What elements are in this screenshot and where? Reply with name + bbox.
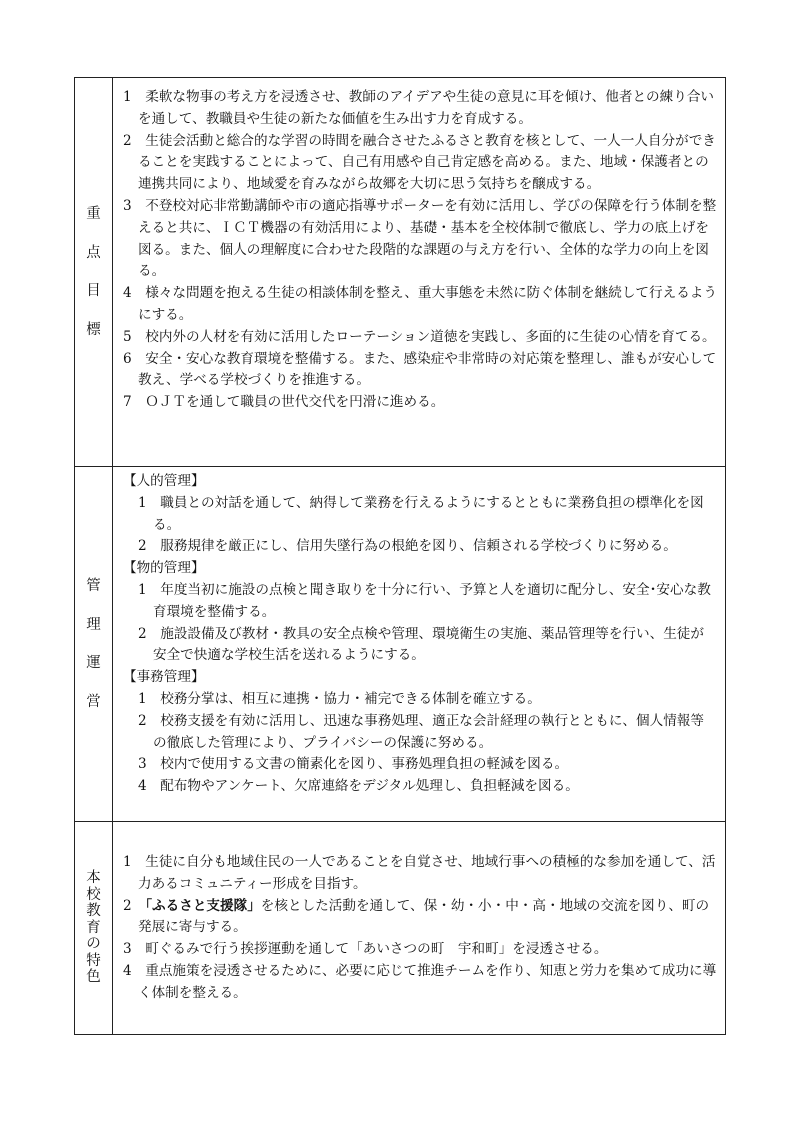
heading-char: 理 (86, 616, 101, 633)
heading-char: の (86, 936, 101, 953)
item-number: 2 (123, 897, 146, 914)
physical-management-item: 1 年度当初に施設の点検と聞き取りを十分に行い、予算と人を適切に配分し、安全･安心な教育環境を整備する。 (138, 581, 711, 620)
priority-goals-body (113, 78, 725, 466)
school-features-row (75, 821, 725, 1034)
heading-char: 管 (86, 578, 101, 594)
school-feature-item (123, 896, 717, 940)
human-management-item: 1 職員との対話を通して、納得して業務を行えるようにするとともに業務負担の標準化を図る。 (138, 494, 704, 533)
priority-goal-item: 5 校内外の人材を有効に活用したローテーション道徳を実践し、多面的に生徒の心情を育てる。 (123, 328, 716, 345)
physical-management-item: 2 施設設備及び教材・教具の安全点検や管理、環境衛生の実施、薬品管理等を行い、生徒が安全で快適な学校生活を送れるようにする。 (138, 625, 704, 664)
office-management-item: 4 配布物やアンケート、欠席連絡をデジタル処理し、負担軽減を図る。 (138, 778, 579, 795)
item-text: を核とした活動を通して、保・幼・小・中・高・地域の交流を図り、町の発展に寄与する。 (138, 897, 710, 936)
heading-char: 特 (86, 952, 101, 969)
priority-goal-item: 4 様々な問題を抱える生徒の相談体制を整え、重大事態を未然に防ぐ体制を継続して行えるようにする。 (123, 285, 717, 323)
priority-goal-item: 2 生徒会活動と総合的な学習の時間を融合させたふるさと教育を核として、一人一人自分ができることを実践することによって、自己有用感や自己肯定感を高める。また、地域・保護者との連携共同により、地域愛を育みながら故郷を大切に思う気持ちを醸成する。 (123, 132, 716, 193)
heading-char: 重 (86, 206, 101, 222)
heading-char: 点 (86, 244, 101, 261)
heading-char: 校 (86, 886, 101, 903)
priority-goal-item: 1 柔軟な物事の考え方を浸透させ、教師のアイデアや生徒の意見に耳を傾け、他者との練り合いを通して、教職員や生徒の新たな価値を生み出す力を育成する。 (123, 89, 715, 127)
school-feature-item: 3 町ぐるみで行う挨拶運動を通して「あいさつの町 宇和町」を浸透させる。 (123, 941, 608, 958)
school-feature-item: 1 生徒に自分も地域住民の一人であることを自覚させ、地域行事への積極的な参加を通して、活力あるコミュニティー形成を目指す。 (123, 854, 716, 892)
heading-char: 営 (86, 693, 101, 710)
office-management-item: 3 校内で使用する文書の簡素化を図り、事務処理負担の軽減を図る。 (138, 756, 569, 773)
plan-table (74, 77, 726, 1035)
office-management-title: 【事務管理】 (123, 669, 205, 686)
office-management-item: 2 校務支援を有効に活用し、迅速な事務処理、適正な会計経理の執行とともに、個人情報等の徹底した管理により、プライバシーの保護に努める。 (138, 712, 704, 751)
priority-goals-heading (75, 78, 113, 466)
heading-char: 標 (86, 321, 101, 338)
heading-char: 教 (86, 903, 101, 920)
human-management-item: 2 服務規律を厳正にし、信用失墜行為の根絶を図り、信頼される学校づくりに努める。 (138, 538, 677, 555)
priority-goal-item: 7 ＯＪＴを通して職員の世代交代を円滑に進める。 (123, 394, 445, 411)
management-body (113, 467, 725, 821)
school-feature-item: 4 重点施策を浸透させるために、必要に応じて推進チームを作り、知恵と労力を集めて成功に導く体制を整える。 (123, 962, 717, 1001)
priority-goal-item: 6 安全・安心な教育環境を整備する。また、感染症や非常時の対応策を整理し、誰もが安心して教え、学べる学校づくりを推進する。 (123, 350, 717, 389)
school-features-body (113, 822, 725, 1034)
management-heading (75, 467, 113, 821)
priority-goals-row (75, 78, 725, 466)
heading-char: 色 (86, 969, 101, 986)
furusato-support-team-emphasis: 「ふるさと支援隊」 (145, 897, 261, 914)
heading-char: 目 (86, 283, 101, 299)
school-features-heading (75, 822, 113, 1034)
management-row (75, 466, 725, 821)
office-management-item: 1 校務分掌は、相互に連携・協力・補完できる体制を確立する。 (138, 690, 541, 707)
priority-goal-item: 3 不登校対応非常勤講師や市の適応指導サポーターを有効に活用し、学びの保障を行う体制を整えると共に、ＩＣＴ機器の有効活用により、基礎・基本を全校体制で徹底し、学力の底上げを図る。また、個人の理解度に合わせた段階的な課題の与え方を行い、全体的な学力の向上を図る。 (123, 197, 717, 280)
heading-char: 育 (86, 919, 101, 936)
heading-char: 本 (86, 870, 101, 887)
heading-char: 運 (86, 655, 101, 671)
human-management-title: 【人的管理】 (123, 473, 205, 489)
physical-management-title: 【物的管理】 (123, 560, 205, 577)
